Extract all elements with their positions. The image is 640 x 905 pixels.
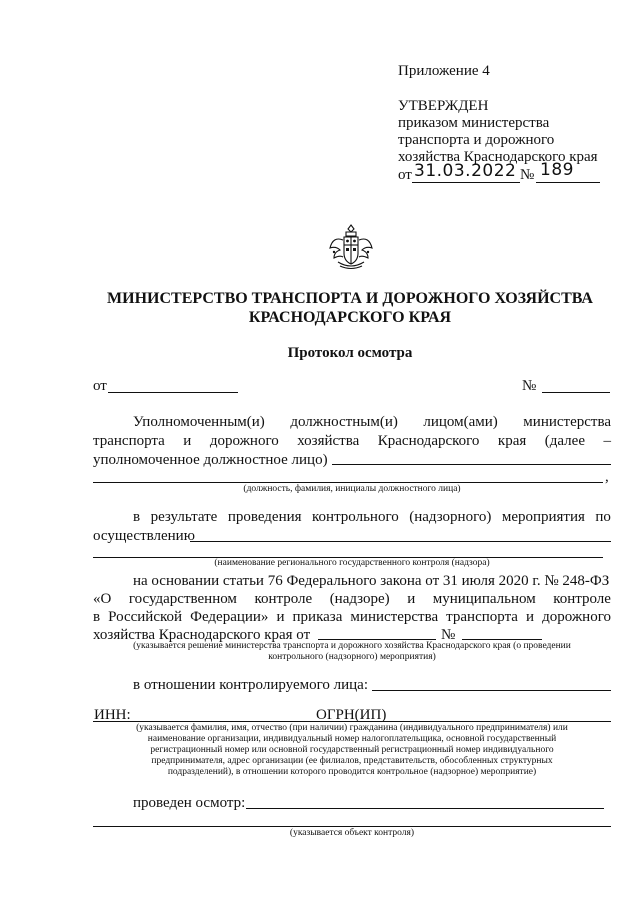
approval-date-handwritten: 31.03.2022 bbox=[414, 161, 517, 181]
paragraph3-line1: на основании статьи 76 Федерального закона от 31 июля 2020 г. № 248-ФЗ bbox=[133, 573, 610, 589]
approval-order-line3: хозяйства Краснодарского края bbox=[398, 149, 598, 165]
paragraph2-line1: в результате проведения контрольного (надзорного) мероприятия по bbox=[133, 509, 611, 525]
ogrn-label: ОГРН(ИП) bbox=[316, 707, 387, 723]
paragraph1-line3: уполномоченное должностное лицо) bbox=[93, 452, 328, 468]
inspection-label: проведен осмотр: bbox=[133, 795, 246, 811]
inspection-object-line2 bbox=[93, 826, 611, 827]
inn-label: ИНН: bbox=[94, 707, 131, 723]
ministry-title-line2: КРАСНОДАРСКОГО КРАЯ bbox=[248, 309, 452, 326]
inspection-object-line bbox=[246, 808, 604, 809]
decision-caption-line1: (указывается решение министерства транспорта и дорожного хозяйства Краснодарского края (о проведении bbox=[133, 641, 571, 651]
approval-date-line bbox=[412, 182, 520, 183]
official-position-line bbox=[93, 482, 603, 483]
paragraph3-line2: «О государственном контроле (надзоре) и муниципальном контроле bbox=[93, 591, 611, 607]
decision-caption-line2: контрольного (надзорного) мероприятия) bbox=[268, 652, 436, 662]
control-type-caption: (наименование регионального государственного контроля (надзора) bbox=[214, 558, 490, 568]
protocol-number-label: № bbox=[522, 378, 537, 394]
coat-of-arms-emblem bbox=[326, 222, 376, 272]
official-name-line bbox=[332, 464, 611, 465]
controlled-caption-line1: (указывается фамилия, имя, отчество (при наличии) гражданина (индивидуального предпринимателя) или bbox=[136, 723, 568, 733]
approved-label: УТВЕРЖДЕН bbox=[398, 98, 489, 114]
from-label: от bbox=[93, 378, 107, 394]
inspection-caption: (указывается объект контроля) bbox=[289, 828, 415, 838]
decision-date-line bbox=[318, 639, 436, 640]
paragraph1-line2: транспорта и дорожного хозяйства Краснодарского края (далее – bbox=[93, 433, 611, 449]
decision-number-label: № bbox=[441, 627, 456, 643]
official-line-comma: , bbox=[605, 469, 609, 485]
controlled-person-line bbox=[372, 690, 611, 691]
controlled-caption-line5: подразделений), в отношении которого проводится контрольное (надзорное) мероприятие) bbox=[167, 767, 537, 777]
paragraph1-line1: Уполномоченным(и) должностным(и) лицом(ами) министерства bbox=[133, 414, 611, 430]
controlled-caption-line3: регистрационный номер или основной государственный регистрационный номер индивидуального bbox=[150, 745, 554, 755]
protocol-number-line bbox=[542, 392, 610, 393]
controlled-caption-line4: предпринимателя, адрес организации (ее филиалов, представительств, обособленных структурных bbox=[151, 756, 553, 766]
ministry-title-line1: МИНИСТЕРСТВО ТРАНСПОРТА И ДОРОЖНОГО ХОЗЯЙСТВА bbox=[107, 290, 593, 307]
approval-order-line1: приказом министерства bbox=[398, 115, 550, 131]
document-title: Протокол осмотра bbox=[287, 345, 413, 361]
controlled-person-label: в отношении контролируемого лица: bbox=[133, 677, 369, 693]
approval-number-prefix: № bbox=[520, 167, 535, 183]
inn-ogrn-line bbox=[93, 721, 611, 722]
paragraph2-line2: осуществлению bbox=[93, 528, 195, 544]
decision-number-line bbox=[462, 639, 542, 640]
control-type-line bbox=[190, 541, 611, 542]
paragraph3-line4: хозяйства Краснодарского края от bbox=[93, 627, 311, 643]
protocol-date-line bbox=[108, 392, 238, 393]
official-caption: (должность, фамилия, инициалы должностного лица) bbox=[243, 484, 461, 494]
paragraph3-line3: в Российской Федерации» и приказа министерства транспорта и дорожного bbox=[93, 609, 611, 625]
controlled-caption-line2: наименование организации, индивидуальный номер налогоплательщика, основной государственный bbox=[147, 734, 557, 744]
approval-number-line bbox=[536, 182, 600, 183]
appendix-label: Приложение 4 bbox=[398, 63, 490, 79]
approval-date-prefix: от bbox=[398, 167, 412, 183]
approval-number-handwritten: 189 bbox=[540, 160, 574, 180]
approval-order-line2: транспорта и дорожного bbox=[398, 132, 555, 148]
